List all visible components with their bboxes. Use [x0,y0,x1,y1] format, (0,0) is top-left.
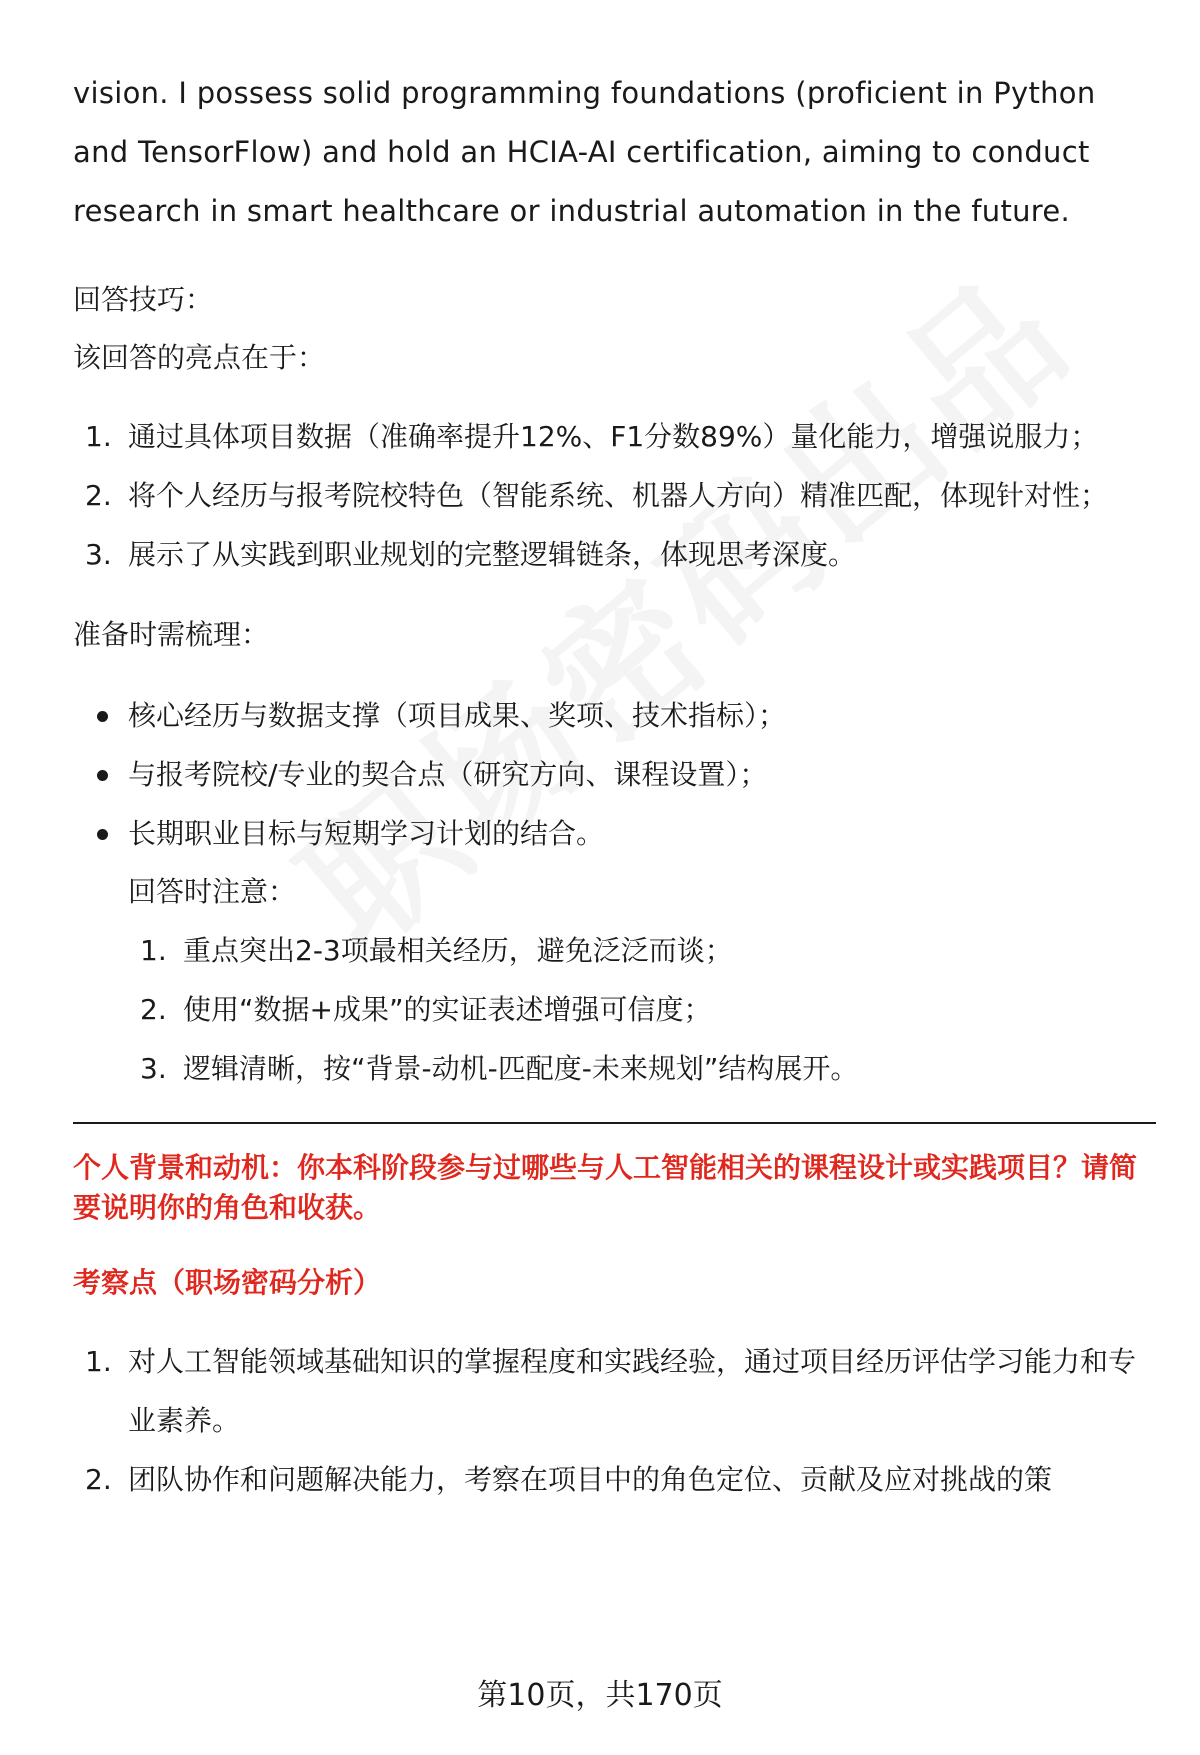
list-item: 1. 对人工智能领域基础知识的掌握程度和实践经验，通过项目经历评估学习能力和专业素养。 [85,1345,1137,1437]
tips-heading: 回答技巧： [73,283,214,316]
list-item: 1. 通过具体项目数据（准确率提升12%、F1分数89%）量化能力，增强说服力； [85,420,1099,453]
page-content [73,64,1153,1509]
bullet-dot-icon [97,711,108,722]
analysis-list [73,1332,1153,1509]
notes-list [73,921,1153,1098]
analysis-heading: 考察点（职场密码分析） [73,1266,382,1299]
page-number: 第10页，共170页 [477,1678,723,1713]
tips-subheading: 该回答的亮点在于： [73,341,326,374]
list-item: 与报考院校/专业的契合点（研究方向、课程设置）； [73,745,1153,804]
prep-heading: 准备时需梳理： [73,618,270,651]
list-item: 3. 逻辑清晰，按“背景-动机-匹配度-未来规划”结构展开。 [140,1052,859,1085]
list-item: 2. 将个人经历与报考院校特色（智能系统、机器人方向）精准匹配，体现针对性； [85,479,1109,512]
notes-heading: 回答时注意： [128,875,297,908]
list-item: 2. 使用“数据+成果”的实证表述增强可信度； [140,993,712,1026]
question-text: 个人背景和动机：你本科阶段参与过哪些与人工智能相关的课程设计或实践项目？请简要说明你的角色和收获。 [73,1151,1138,1224]
list-item: 1. 重点突出2-3项最相关经历，避免泛泛而谈； [140,934,733,967]
list-item: 3. 展示了从实践到职业规划的完整逻辑链条，体现思考深度。 [85,538,857,571]
bullet-dot-icon [97,770,108,781]
list-item: 核心经历与数据支撑（项目成果、奖项、技术指标）； [73,686,1153,745]
prep-bullets [73,686,1153,863]
list-item: 2. 团队协作和问题解决能力，考察在项目中的角色定位、贡献及应对挑战的策 [85,1463,1053,1496]
bullet-dot-icon [97,829,108,840]
tips-list [73,407,1153,584]
list-item: 长期职业目标与短期学习计划的结合。 [73,804,1153,863]
intro-paragraph: vision. I possess solid programming foundations (proficient in Python and TensorFlow) and hold an HCIA-AI certification, aiming to conduct research in smart healthcare or industrial automation in the future. [73,76,1096,228]
section-divider [73,1122,1156,1124]
